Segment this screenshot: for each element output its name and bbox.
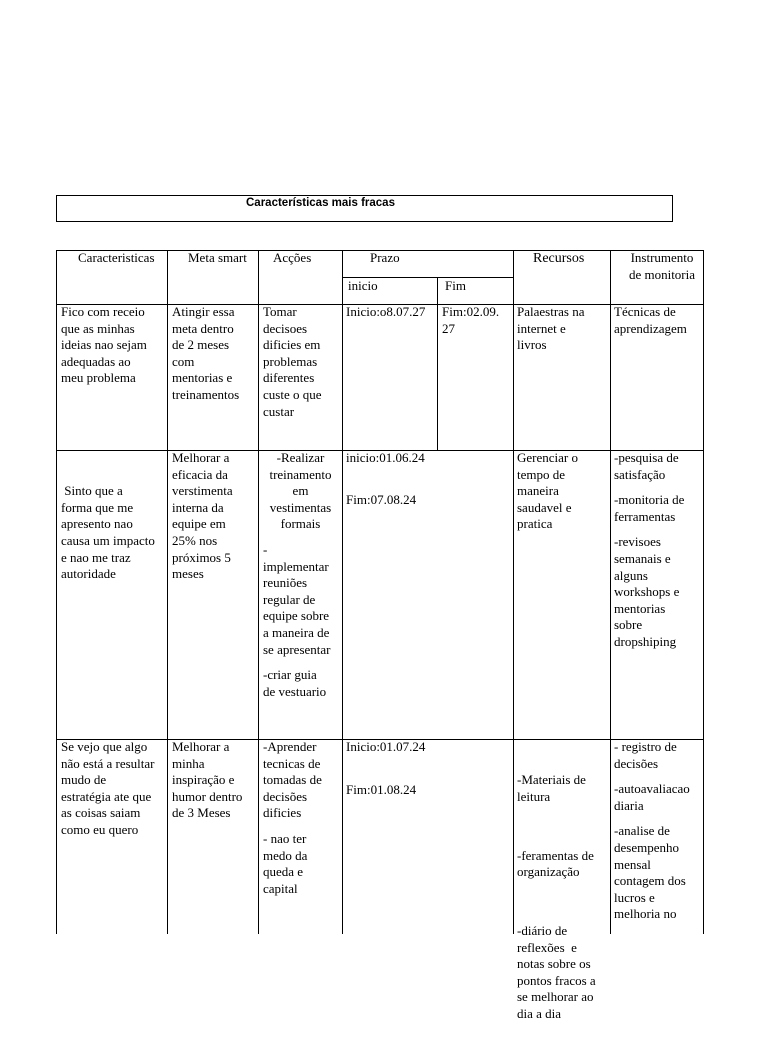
grid-line [342, 250, 343, 934]
document-title: Características mais fracas [246, 197, 395, 209]
row3-recursos: -Materiais de leitura -feramentas de organização -diário de reflexões e notas sobre os pontos fracos a se melhorar ao dia a dia [517, 772, 596, 1021]
header-prazo: Prazo [370, 250, 400, 265]
row1-recursos: Palaestras na internet e livros [517, 304, 585, 353]
row1-meta: Atingir essa meta dentro de 2 meses com mentorias e treinamentos [172, 304, 240, 402]
header-meta-smart: Meta smart [188, 250, 247, 265]
row3-caracteristica: Se vejo que algo não está a resultar mudo de estratégia ate que as coisas saiam como eu quero [61, 739, 155, 837]
row3-accoes: -Aprender tecnicas de tomadas de decisões dificies - nao ter medo da queda e capital [263, 739, 322, 896]
title-box [56, 195, 673, 222]
header-caracteristicas: Caracteristicas [78, 250, 155, 265]
row2-fim: Fim:07.08.24 [346, 492, 417, 507]
row2-accoes-item: - implementar reuniões regular de equipe sobre a maneira de se apresentar [263, 541, 331, 657]
grid-line [513, 250, 514, 934]
row1-instrumento: Técnicas de aprendizagem [614, 304, 687, 336]
header-accoes: Acções [273, 250, 312, 265]
header-recursos: Recursos [533, 251, 585, 266]
row3-inicio: Inicio:01.07.24 [346, 739, 426, 754]
grid-line [437, 277, 438, 450]
row3-meta: Melhorar a minha inspiração e humor dentro de 3 Meses [172, 739, 243, 821]
row2-inicio: inicio:01.06.24 [346, 450, 425, 465]
row3-fim: Fim:01.08.24 [346, 782, 417, 797]
row2-accoes-item: -criar guia de vestuario [263, 667, 327, 699]
row2-recursos: Gerenciar o tempo de maneira saudavel e pratica [517, 450, 578, 532]
row2-instrumento: -pesquisa de satisfação -monitoria de ferramentas -revisoes semanais e alguns workshops e mentorias sobre dropshiping [614, 450, 685, 649]
header-inicio: inicio [348, 278, 378, 293]
header-instrumento: Instrumento de monitoria [628, 250, 696, 282]
row2-accoes-item: -Realizar treinamento em vestimentas formais [269, 450, 332, 532]
header-fim: Fim [445, 278, 466, 293]
row1-accoes: Tomar decisoes dificies em problemas diferentes custe o que custar [263, 304, 322, 419]
row1-inicio: Inicio:o8.07.27 [346, 304, 426, 319]
row2-caracteristica: Sinto que a forma que me apresento nao causa um impacto e nao me traz autoridade [61, 483, 155, 582]
row2-meta: Melhorar a eficacia da verstimenta interna da equipe em 25% nos próximos 5 meses [172, 450, 233, 582]
row1-caracteristica: Fico com receio que as minhas ideias nao sejam adequadas ao meu problema [61, 304, 147, 386]
row1-fim: Fim:02.09. 27 [442, 304, 500, 336]
row2-accoes [259, 450, 342, 700]
grid-line [167, 250, 168, 934]
grid-line [610, 250, 611, 934]
grid-line [56, 250, 57, 934]
row3-instrumento: - registro de decisões -autoavaliacao diaria -analise de desempenho mensal contagem dos lucros e melhoria no [614, 739, 690, 922]
grid-line [703, 250, 704, 934]
